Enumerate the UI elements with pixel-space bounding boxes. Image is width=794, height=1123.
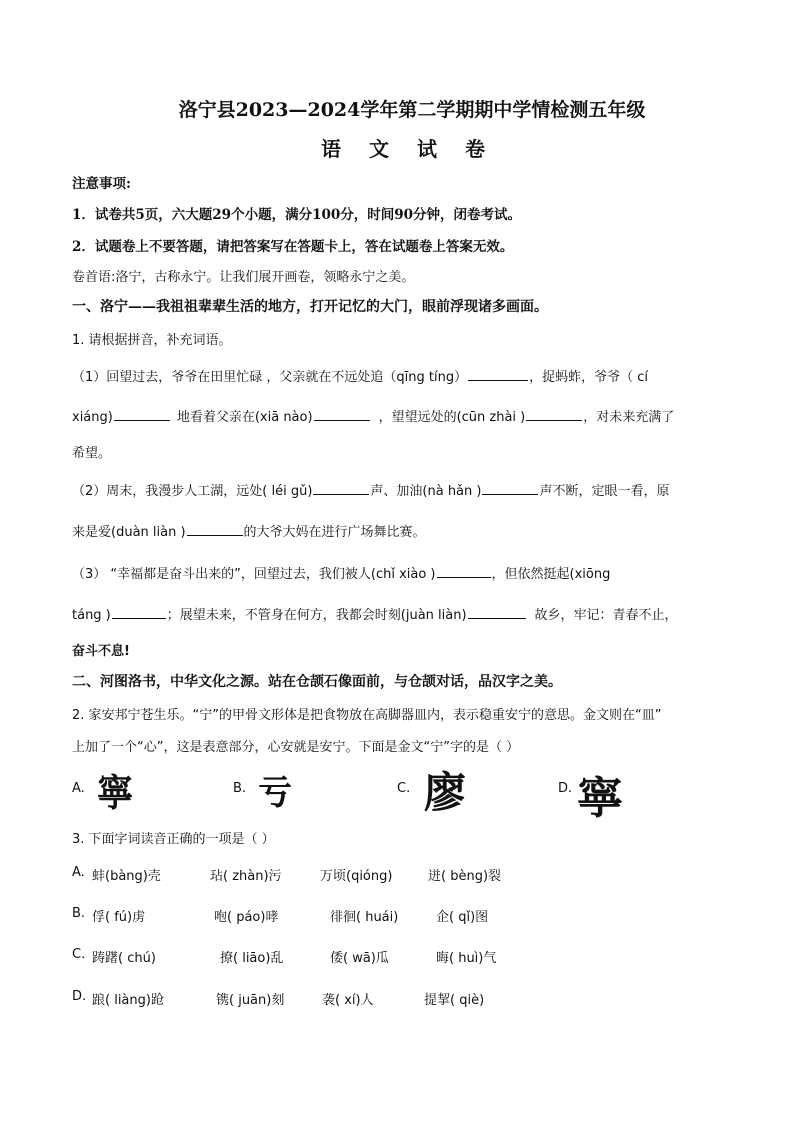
q1-prompt: 1. 请根据拼音，补充词语。 [72, 333, 232, 348]
text-segment: 声不断，定眼一看，原 [539, 484, 670, 499]
q2-option-c-label: C. [397, 781, 411, 796]
text-segment: xiáng) [72, 410, 113, 425]
text-segment: ，但依然挺起(xiōng [491, 567, 611, 582]
q2-option-d-label: D. [558, 781, 573, 796]
q3-option-c-item: 撩( liāo)乱 [220, 951, 284, 966]
q2-line2: 上加了一个“心”，这是表意部分，心安就是安宁。下面是金文“宁”字的是（ ） [72, 740, 520, 755]
exam-title: 洛宁县2023—2024学年第二学期期中学情检测五年级 [178, 99, 646, 121]
q3-option-b-item: 俘( fú)虏 [92, 910, 146, 925]
q3-option-a-item: 万顷(qióng) [320, 869, 393, 884]
q3-option-a-label: A. [72, 865, 85, 880]
text-segment: （3） “幸福都是奋斗出来的”，回望过去，我们被人(chǐ xiào ) [72, 567, 436, 582]
q3-option-c-item: 晦( huì)气 [436, 951, 497, 966]
q1-p1-line3: 希望。 [72, 446, 112, 461]
q3-prompt: 3. 下面字词读音正确的一项是（ ） [72, 832, 275, 847]
q1-p3-line3: 奋斗不息! [72, 644, 130, 659]
q3-option-c-label: C. [72, 947, 86, 962]
answer-blank [112, 604, 166, 619]
text-segment: 的大爷大妈在进行广场舞比赛。 [243, 525, 426, 540]
q1-p2-line2 [72, 521, 732, 540]
q3-option-d-item: 袭( xí)人 [322, 993, 374, 1008]
notice-item-1: 1．试卷共5页，六大题29个小题，满分100分，时间90分钟，闭卷考试。 [72, 207, 522, 223]
notice-item-2: 2．试题卷上不要答题，请把答案写在答题卡上，答在试题卷上答案无效。 [72, 239, 514, 255]
q3-option-b-label: B. [72, 906, 86, 921]
q2-line1: 2. 家安邦宁苍生乐。“宁”的甲骨文形体是把食物放在高脚器皿内，表示稳重安宁的意思。金文则在“皿” [72, 708, 662, 723]
jinwen-glyph-d-icon: 寧 [576, 773, 624, 824]
preface-text: 卷首语:洛宁，古称永宁。让我们展开画卷，领略永宁之美。 [72, 270, 415, 285]
jinwen-glyph-b-icon: 亏 [258, 773, 292, 813]
q3-option-c-item: 踌躇( chú) [92, 951, 156, 966]
answer-blank [482, 480, 538, 495]
answer-blank [526, 406, 582, 421]
text-segment: 地看着父亲在(xiā nào) [176, 410, 313, 425]
text-segment: 声、加油(nà hǎn ) [370, 484, 482, 499]
text-segment: táng ) [72, 608, 111, 623]
section1-heading: 一、洛宁——我祖祖辈辈生活的地方，打开记忆的大门，眼前浮现诸多画面。 [72, 299, 548, 315]
q1-p1-line1 [72, 366, 732, 385]
q1-p3-line1 [72, 563, 732, 582]
answer-blank [313, 480, 369, 495]
q3-option-b-item: 企( qǐ)图 [436, 910, 489, 925]
jinwen-glyph-a-icon: 寧 [96, 770, 134, 815]
exam-subtitle: 语文试卷 [321, 137, 513, 161]
q2-option-a-label: A. [72, 781, 85, 796]
answer-blank [468, 604, 526, 619]
q3-option-d-item: 踉( liàng)跄 [92, 993, 164, 1008]
text-segment: ，望望远处的(cūn zhài ) [378, 410, 526, 425]
text-segment: 故乡，牢记：青春不止， [534, 608, 678, 623]
q3-option-b-item: 咆( páo)哮 [214, 910, 279, 925]
q3-option-a-item: 迸( bèng)裂 [428, 869, 502, 884]
answer-blank [314, 406, 370, 421]
q3-option-b-item: 徘徊( huái) [330, 910, 399, 925]
answer-blank [114, 406, 170, 421]
q3-option-c-item: 倭( wā)瓜 [330, 951, 389, 966]
text-segment: ；展望未来，不管身在何方，我都会时刻(juàn liàn) [166, 608, 467, 623]
answer-blank [187, 521, 243, 536]
text-segment: （2）周末，我漫步人工湖，远处( léi gǔ) [72, 484, 313, 499]
section2-heading: 二、河图洛书，中华文化之源。站在仓颉石像面前，与仓颉对话，品汉字之美。 [72, 674, 562, 690]
text-segment: 来是爱(duàn liàn ) [72, 525, 186, 540]
q1-p2-line1 [72, 480, 732, 499]
text-segment: ，对未来充满了 [583, 410, 675, 425]
q3-option-d-item: 提挈( qiè) [424, 993, 485, 1008]
q1-p1-line2 [72, 406, 732, 425]
notice-heading: 注意事项: [72, 176, 131, 192]
q1-p3-line2 [72, 604, 732, 623]
q3-option-a-item: 玷( zhàn)污 [210, 869, 282, 884]
jinwen-glyph-c-icon: 廖 [424, 768, 467, 817]
text-segment: ，捉蚂蚱，爷爷（ cí [529, 370, 648, 385]
text-segment: （1）回望过去，爷爷在田里忙碌 ，父亲就在不远处追（qīng tíng） [72, 370, 468, 385]
q3-option-d-item: 镌( juān)刻 [216, 993, 285, 1008]
q3-option-d-label: D. [72, 989, 87, 1004]
q3-option-a-item: 蚌(bàng)壳 [92, 869, 161, 884]
answer-blank [437, 563, 491, 578]
q2-option-b-label: B. [233, 781, 247, 796]
answer-blank [468, 366, 528, 381]
